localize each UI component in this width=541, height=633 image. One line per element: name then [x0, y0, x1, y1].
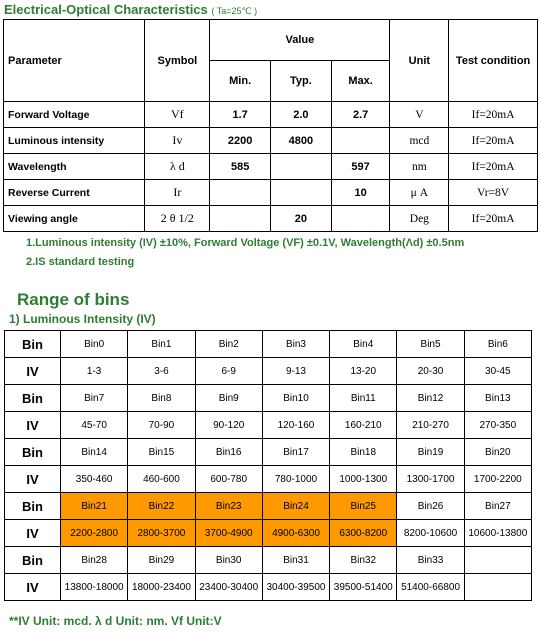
note-standard: 2.IS standard testing — [26, 256, 135, 268]
bin-cell: Bin12 — [397, 385, 464, 412]
symbol-cell: λ d — [145, 154, 210, 180]
iv-range-cell: 18000-23400 — [128, 574, 195, 601]
title-condition: ( Ta=25℃ ) — [211, 6, 258, 16]
bins-table — [4, 330, 532, 601]
iv-range-cell — [464, 574, 531, 601]
title-text: Electrical-Optical Characteristics — [4, 2, 208, 17]
iv-range-cell: 2800-3700 — [128, 520, 195, 547]
max-cell: 597 — [331, 154, 390, 180]
min-cell — [210, 180, 271, 206]
typ-cell: 2.0 — [271, 102, 332, 128]
bin-row — [5, 547, 532, 574]
typ-cell — [271, 180, 332, 206]
bin-cell: Bin11 — [330, 385, 397, 412]
bin-cell: Bin25 — [330, 493, 397, 520]
bin-cell: Bin1 — [128, 331, 195, 358]
iv-row — [5, 358, 532, 385]
bin-cell: Bin6 — [464, 331, 531, 358]
bin-cell: Bin18 — [330, 439, 397, 466]
iv-label-cell: IV — [5, 466, 61, 493]
bin-cell: Bin24 — [262, 493, 329, 520]
iv-range-cell: 600-780 — [195, 466, 262, 493]
bin-cell: Bin16 — [195, 439, 262, 466]
bin-cell: Bin33 — [397, 547, 464, 574]
bins-subtitle: 1) Luminous Intensity (IV) — [9, 312, 156, 326]
iv-range-cell: 70-90 — [128, 412, 195, 439]
symbol-cell: Ir — [145, 180, 210, 206]
eo-row — [4, 206, 538, 232]
electrical-optical-table — [3, 19, 538, 232]
bin-label-cell: Bin — [5, 547, 61, 574]
iv-range-cell: 1300-1700 — [397, 466, 464, 493]
iv-label-cell: IV — [5, 574, 61, 601]
min-cell — [210, 206, 271, 232]
bins-title: Range of bins — [17, 290, 130, 309]
max-cell: 2.7 — [331, 102, 390, 128]
bin-cell: Bin29 — [128, 547, 195, 574]
iv-label-cell: IV — [5, 358, 61, 385]
bin-cell: Bin28 — [61, 547, 128, 574]
test-condition-cell: If=20mA — [449, 154, 538, 180]
iv-label-cell: IV — [5, 412, 61, 439]
bin-cell: Bin15 — [128, 439, 195, 466]
bin-label-cell: Bin — [5, 439, 61, 466]
iv-range-cell: 10600-13800 — [464, 520, 531, 547]
bin-cell: Bin23 — [195, 493, 262, 520]
parameter-cell: Reverse Current — [4, 180, 145, 206]
bin-cell: Bin13 — [464, 385, 531, 412]
bin-cell: Bin19 — [397, 439, 464, 466]
typ-cell: 4800 — [271, 128, 332, 154]
iv-row — [5, 412, 532, 439]
min-cell: 2200 — [210, 128, 271, 154]
header-min: Min. — [210, 61, 271, 102]
iv-range-cell: 460-600 — [128, 466, 195, 493]
bin-cell: Bin20 — [464, 439, 531, 466]
iv-row — [5, 520, 532, 547]
iv-range-cell: 2200-2800 — [61, 520, 128, 547]
iv-range-cell: 1-3 — [61, 358, 128, 385]
iv-range-cell: 39500-51400 — [330, 574, 397, 601]
iv-range-cell: 6-9 — [195, 358, 262, 385]
eo-row — [4, 180, 538, 206]
iv-label-cell: IV — [5, 520, 61, 547]
eo-row — [4, 128, 538, 154]
symbol-cell: 2 θ 1/2 — [145, 206, 210, 232]
iv-range-cell: 45-70 — [61, 412, 128, 439]
unit-cell: μ A — [390, 180, 449, 206]
symbol-cell: Vf — [145, 102, 210, 128]
iv-range-cell: 9-13 — [262, 358, 329, 385]
min-cell: 1.7 — [210, 102, 271, 128]
iv-range-cell: 30-45 — [464, 358, 531, 385]
header-test-condition: Test condition — [449, 20, 538, 102]
min-cell: 585 — [210, 154, 271, 180]
bin-label-cell: Bin — [5, 385, 61, 412]
iv-range-cell: 3-6 — [128, 358, 195, 385]
iv-range-cell: 90-120 — [195, 412, 262, 439]
iv-range-cell: 1700-2200 — [464, 466, 531, 493]
bin-cell: Bin2 — [195, 331, 262, 358]
bin-cell: Bin7 — [61, 385, 128, 412]
eo-row — [4, 154, 538, 180]
bin-cell: Bin0 — [61, 331, 128, 358]
iv-range-cell: 13800-18000 — [61, 574, 128, 601]
iv-range-cell: 8200-10600 — [397, 520, 464, 547]
bin-row — [5, 493, 532, 520]
iv-range-cell: 350-460 — [61, 466, 128, 493]
bin-label-cell: Bin — [5, 493, 61, 520]
bin-cell: Bin10 — [262, 385, 329, 412]
symbol-cell: Iv — [145, 128, 210, 154]
test-condition-cell: If=20mA — [449, 102, 538, 128]
eo-header-row-1 — [4, 20, 538, 61]
iv-range-cell: 51400-66800 — [397, 574, 464, 601]
parameter-cell: Forward Voltage — [4, 102, 145, 128]
header-typ: Typ. — [271, 61, 332, 102]
bin-label-cell: Bin — [5, 331, 61, 358]
test-condition-cell: Vr=8V — [449, 180, 538, 206]
typ-cell — [271, 154, 332, 180]
iv-range-cell: 3700-4900 — [195, 520, 262, 547]
eo-row — [4, 102, 538, 128]
test-condition-cell: If=20mA — [449, 206, 538, 232]
iv-range-cell: 210-270 — [397, 412, 464, 439]
parameter-cell: Luminous intensity — [4, 128, 145, 154]
header-symbol: Symbol — [145, 20, 210, 102]
iv-range-cell: 160-210 — [330, 412, 397, 439]
parameter-cell: Viewing angle — [4, 206, 145, 232]
iv-range-cell: 23400-30400 — [195, 574, 262, 601]
iv-range-cell: 4900-6300 — [262, 520, 329, 547]
bin-cell: Bin5 — [397, 331, 464, 358]
bin-cell: Bin22 — [128, 493, 195, 520]
bin-row — [5, 331, 532, 358]
unit-cell: mcd — [390, 128, 449, 154]
bin-cell: Bin31 — [262, 547, 329, 574]
header-value: Value — [210, 20, 390, 61]
max-cell: 10 — [331, 180, 390, 206]
iv-range-cell: 270-350 — [464, 412, 531, 439]
bin-cell: Bin17 — [262, 439, 329, 466]
iv-range-cell: 6300-8200 — [330, 520, 397, 547]
bin-cell: Bin14 — [61, 439, 128, 466]
section-title — [4, 2, 257, 17]
parameter-cell: Wavelength — [4, 154, 145, 180]
header-unit: Unit — [390, 20, 449, 102]
bin-row — [5, 385, 532, 412]
iv-row — [5, 574, 532, 601]
iv-range-cell: 1000-1300 — [330, 466, 397, 493]
bin-cell: Bin21 — [61, 493, 128, 520]
unit-cell: nm — [390, 154, 449, 180]
iv-range-cell: 120-160 — [262, 412, 329, 439]
units-footer: **IV Unit: mcd. λ d Unit: nm. Vf Unit:V — [9, 614, 222, 628]
iv-range-cell: 30400-39500 — [262, 574, 329, 601]
bin-row — [5, 439, 532, 466]
header-parameter: Parameter — [4, 20, 145, 102]
unit-cell: Deg — [390, 206, 449, 232]
bin-cell: Bin27 — [464, 493, 531, 520]
iv-range-cell: 20-30 — [397, 358, 464, 385]
bin-cell: Bin9 — [195, 385, 262, 412]
bin-cell: Bin4 — [330, 331, 397, 358]
bin-cell: Bin26 — [397, 493, 464, 520]
bin-cell: Bin8 — [128, 385, 195, 412]
unit-cell: V — [390, 102, 449, 128]
test-condition-cell: If=20mA — [449, 128, 538, 154]
note-tolerance: 1.Luminous intensity (IV) ±10%, Forward Voltage (VF) ±0.1V, Wavelength(Λd) ±0.5nm — [26, 237, 465, 249]
iv-range-cell: 13-20 — [330, 358, 397, 385]
bin-cell: Bin32 — [330, 547, 397, 574]
typ-cell: 20 — [271, 206, 332, 232]
bin-cell: Bin30 — [195, 547, 262, 574]
bin-cell: Bin3 — [262, 331, 329, 358]
max-cell — [331, 128, 390, 154]
iv-range-cell: 780-1000 — [262, 466, 329, 493]
iv-row — [5, 466, 532, 493]
header-max: Max. — [331, 61, 390, 102]
bin-cell — [464, 547, 531, 574]
max-cell — [331, 206, 390, 232]
